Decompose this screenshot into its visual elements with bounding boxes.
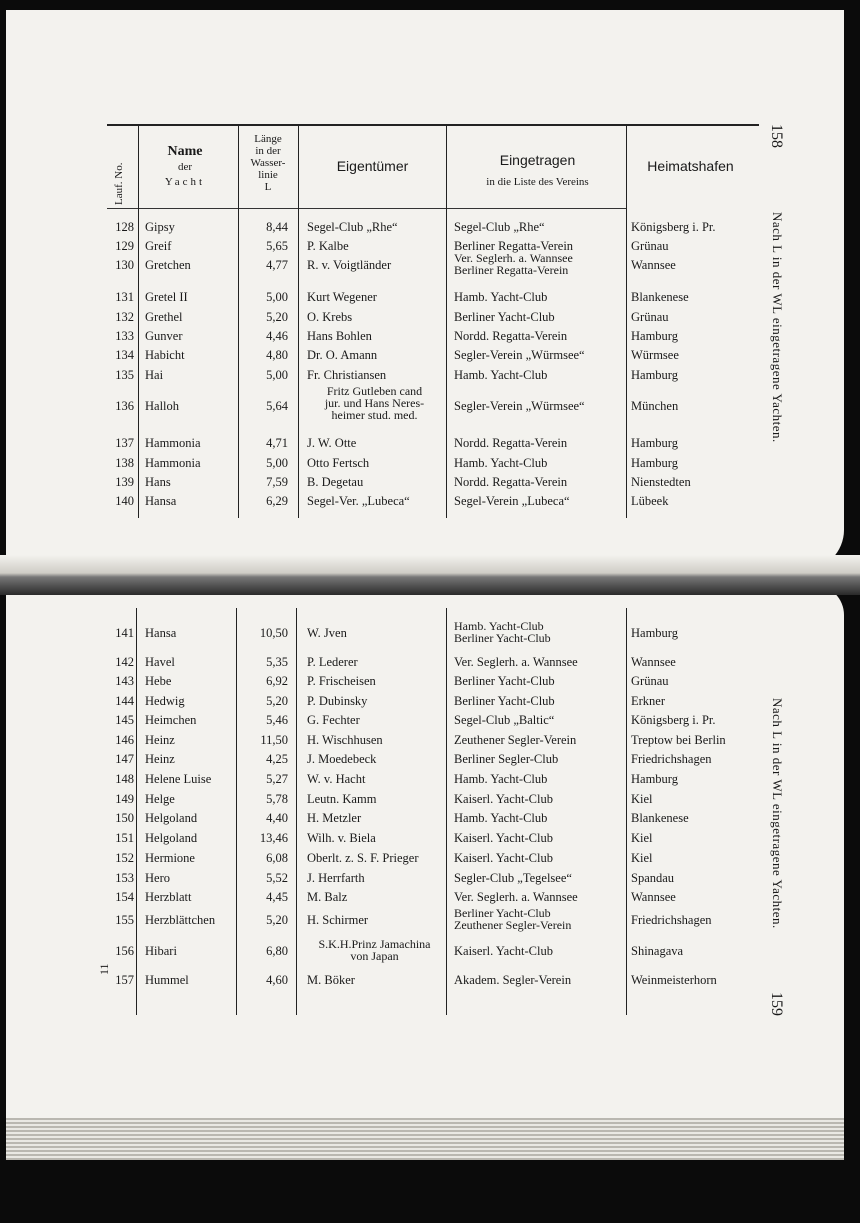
owner: Oberlt. z. S. F. Prieger	[307, 851, 419, 865]
waterline-length: 13,46	[259, 831, 288, 845]
table-row	[0, 694, 860, 714]
owner-line: jur. und Hans Neres-	[324, 396, 425, 410]
table-row	[0, 475, 860, 495]
registered-club: Nordd. Regatta-Verein	[454, 475, 568, 489]
row-number: 137	[115, 436, 134, 450]
owner: J. W. Otte	[307, 436, 357, 450]
yacht-name: Helge	[145, 792, 175, 806]
home-port: Kiel	[631, 792, 653, 806]
table-row	[0, 494, 860, 514]
registered-club: Hamb. Yacht-Club	[454, 772, 548, 786]
registered-club-line: Zeuthener Segler-Verein	[454, 918, 572, 932]
row-number: 142	[115, 655, 134, 669]
yacht-name: Hebe	[145, 674, 172, 688]
table-top-rule	[107, 124, 759, 126]
registered-club: Ver. Seglerh. a. Wannsee	[454, 655, 578, 669]
table-row	[0, 831, 860, 851]
table-row	[0, 792, 860, 812]
waterline-length: 4,80	[266, 348, 288, 362]
row-number: 144	[115, 694, 134, 708]
home-port: Treptow bei Berlin	[631, 733, 726, 747]
owner: H. Schirmer	[307, 913, 369, 927]
waterline-length: 5,20	[266, 310, 288, 324]
registered-club	[454, 907, 571, 931]
row-number: 128	[115, 220, 134, 234]
row-number: 138	[115, 456, 134, 470]
registered-club-line: Hamb. Yacht-Club	[454, 619, 544, 633]
waterline-length: 5,78	[266, 792, 288, 806]
yacht-name: Heinz	[145, 733, 175, 747]
waterline-length: 6,08	[266, 851, 288, 865]
yacht-name: Hummel	[145, 973, 189, 987]
table-row	[0, 456, 860, 476]
registered-club: Hamb. Yacht-Club	[454, 811, 548, 825]
owner: Dr. O. Amann	[307, 348, 378, 362]
yacht-name: Gretel II	[145, 290, 188, 304]
yacht-name: Habicht	[145, 348, 185, 362]
registered-club: Segel-Verein „Lubeca“	[454, 494, 570, 508]
table-row	[0, 619, 860, 646]
yacht-name: Hero	[145, 871, 170, 885]
table-row	[0, 220, 860, 240]
table-row	[0, 871, 860, 891]
registered-club-line: Berliner Regatta-Verein	[454, 263, 569, 277]
yacht-name: Grethel	[145, 310, 183, 324]
registered-club: Segel-Club „Baltic“	[454, 713, 555, 727]
home-port: Hamburg	[631, 329, 678, 343]
registered-club: Nordd. Regatta-Verein	[454, 436, 568, 450]
yacht-name: Herzblättchen	[145, 913, 216, 927]
waterline-length: 7,59	[266, 475, 288, 489]
row-number: 150	[115, 811, 134, 825]
yacht-name: Greif	[145, 239, 172, 253]
header-home-port: Heimatshafen	[647, 158, 734, 174]
registered-club: Kaiserl. Yacht-Club	[454, 944, 553, 958]
registered-club-line: Berliner Yacht-Club	[454, 906, 551, 920]
home-port: Grünau	[631, 674, 669, 688]
table-row	[0, 733, 860, 753]
owner-line: heimer stud. med.	[331, 408, 418, 422]
owner: B. Degetau	[307, 475, 364, 489]
home-port: Lübeek	[631, 494, 669, 508]
row-number: 134	[115, 348, 134, 362]
owner	[307, 938, 442, 962]
registered-club: Hamb. Yacht-Club	[454, 290, 548, 304]
registered-club: Ver. Seglerh. a. Wannsee	[454, 890, 578, 904]
registered-club: Akadem. Segler-Verein	[454, 973, 572, 987]
row-number: 133	[115, 329, 134, 343]
waterline-length: 4,40	[266, 811, 288, 825]
yacht-name: Hedwig	[145, 694, 185, 708]
waterline-length: 5,00	[266, 290, 288, 304]
waterline-length: 6,80	[266, 944, 288, 958]
yacht-name: Gretchen	[145, 258, 191, 272]
row-number: 148	[115, 772, 134, 786]
header-registered: Eingetragen in die Liste des Vereins	[486, 152, 589, 188]
yacht-name: Halloh	[145, 399, 180, 413]
home-port: Hamburg	[631, 772, 678, 786]
running-head-bottom: Nach L in der WL eingetragene Yachten.	[770, 698, 785, 929]
header-name: Name der Yacht	[164, 144, 206, 188]
home-port: Hamburg	[631, 456, 678, 470]
table-row	[0, 851, 860, 871]
owner-line: von Japan	[350, 949, 399, 963]
owner: M. Balz	[307, 890, 348, 904]
waterline-length: 5,20	[266, 694, 288, 708]
table-row	[0, 772, 860, 792]
yacht-name: Hammonia	[145, 436, 201, 450]
waterline-length: 8,44	[266, 220, 288, 234]
table-row	[0, 713, 860, 733]
row-number: 155	[115, 913, 134, 927]
home-port: Blankenese	[631, 811, 689, 825]
home-port: Hamburg	[631, 436, 678, 450]
waterline-length: 4,71	[266, 436, 288, 450]
owner: Segel-Club „Rhe“	[307, 220, 398, 234]
table-row	[0, 752, 860, 772]
waterline-length: 5,65	[266, 239, 288, 253]
yacht-name: Helgoland	[145, 811, 198, 825]
owner: Wilh. v. Biela	[307, 831, 376, 845]
registered-club: Kaiserl. Yacht-Club	[454, 831, 553, 845]
waterline-length: 6,29	[266, 494, 288, 508]
waterline-length: 4,25	[266, 752, 288, 766]
row-number: 131	[115, 290, 134, 304]
waterline-length: 4,77	[266, 258, 288, 272]
table-row	[0, 811, 860, 831]
owner: Kurt Wegener	[307, 290, 377, 304]
owner	[307, 385, 442, 421]
row-number: 152	[115, 851, 134, 865]
running-head-top: Nach L in der WL eingetragene Yachten.	[770, 212, 785, 443]
owner: G. Fechter	[307, 713, 360, 727]
row-number: 151	[115, 831, 134, 845]
owner: R. v. Voigtländer	[307, 258, 392, 272]
table-row	[0, 251, 860, 278]
owner: H. Wischhusen	[307, 733, 383, 747]
owner: M. Böker	[307, 973, 355, 987]
table-row	[0, 674, 860, 694]
home-port: Shinagava	[631, 944, 684, 958]
row-number: 132	[115, 310, 134, 324]
table-row	[0, 290, 860, 310]
page-number-159: 159	[768, 992, 785, 1016]
registered-club: Berliner Yacht-Club	[454, 694, 555, 708]
row-number: 143	[115, 674, 134, 688]
home-port: Kiel	[631, 851, 653, 865]
registered-club	[454, 252, 573, 276]
row-number: 153	[115, 871, 134, 885]
owner: P. Kalbe	[307, 239, 349, 253]
page-number-158: 158	[768, 124, 785, 148]
owner: W. Jven	[307, 626, 347, 640]
table-row	[0, 937, 860, 964]
owner: J. Moedebeck	[307, 752, 377, 766]
waterline-length: 6,92	[266, 674, 288, 688]
registered-club: Hamb. Yacht-Club	[454, 368, 548, 382]
yacht-name: Heimchen	[145, 713, 197, 727]
registered-club: Nordd. Regatta-Verein	[454, 329, 568, 343]
row-number: 130	[115, 258, 134, 272]
home-port: Weinmeisterhorn	[631, 973, 717, 987]
home-port: Wannsee	[631, 890, 676, 904]
home-port: München	[631, 399, 679, 413]
yacht-name: Gipsy	[145, 220, 175, 234]
owner: Segel-Ver. „Lubeca“	[307, 494, 410, 508]
yacht-name: Hibari	[145, 944, 177, 958]
waterline-length: 5,00	[266, 368, 288, 382]
owner: P. Dubinsky	[307, 694, 368, 708]
home-port: Wannsee	[631, 655, 676, 669]
home-port: Blankenese	[631, 290, 689, 304]
table-row	[0, 348, 860, 368]
yacht-name: Helgoland	[145, 831, 198, 845]
row-number: 129	[115, 239, 134, 253]
table-row	[0, 310, 860, 330]
row-number: 147	[115, 752, 134, 766]
registered-club: Segler-Verein „Würmsee“	[454, 348, 585, 362]
waterline-length: 5,35	[266, 655, 288, 669]
owner: H. Metzler	[307, 811, 362, 825]
table-row	[0, 890, 860, 910]
yacht-name: Hansa	[145, 494, 177, 508]
owner: W. v. Hacht	[307, 772, 366, 786]
home-port: Hamburg	[631, 368, 678, 382]
row-number: 135	[115, 368, 134, 382]
yacht-name: Hermione	[145, 851, 195, 865]
home-port: Würmsee	[631, 348, 679, 362]
table-row	[0, 655, 860, 675]
yacht-name: Hammonia	[145, 456, 201, 470]
home-port: Friedrichshagen	[631, 752, 712, 766]
table-row	[0, 906, 860, 933]
registered-club: Berliner Regatta-Verein	[454, 239, 574, 253]
row-number: 139	[115, 475, 134, 489]
row-number: 149	[115, 792, 134, 806]
registered-club: Berliner Yacht-Club	[454, 674, 555, 688]
row-number: 157	[115, 973, 134, 987]
book-spine	[0, 555, 860, 595]
owner: Hans Bohlen	[307, 329, 372, 343]
table-row	[0, 329, 860, 349]
registered-club: Segel-Club „Rhe“	[454, 220, 545, 234]
owner: J. Herrfarth	[307, 871, 365, 885]
waterline-length: 4,60	[266, 973, 288, 987]
yacht-name: Gunver	[145, 329, 183, 343]
row-number: 136	[115, 399, 134, 413]
registered-club: Hamb. Yacht-Club	[454, 456, 548, 470]
owner: Otto Fertsch	[307, 456, 370, 470]
home-port: Wannsee	[631, 258, 676, 272]
waterline-length: 4,45	[266, 890, 288, 904]
home-port: Königsberg i. Pr.	[631, 713, 716, 727]
yacht-name: Hans	[145, 475, 171, 489]
row-number: 140	[115, 494, 134, 508]
registered-club: Kaiserl. Yacht-Club	[454, 851, 553, 865]
waterline-length: 5,46	[266, 713, 288, 727]
header-lauf-no: Lauf. No.	[113, 162, 125, 205]
waterline-length: 11,50	[260, 733, 288, 747]
registered-club: Berliner Yacht-Club	[454, 310, 555, 324]
yacht-name: Hansa	[145, 626, 177, 640]
owner: O. Krebs	[307, 310, 353, 324]
table-row	[0, 973, 860, 993]
row-number: 145	[115, 713, 134, 727]
yacht-name: Hai	[145, 368, 164, 382]
registered-club: Segler-Verein „Würmsee“	[454, 399, 585, 413]
owner: P. Frischeisen	[307, 674, 376, 688]
row-number: 146	[115, 733, 134, 747]
waterline-length: 5,20	[266, 913, 288, 927]
home-port: Friedrichshagen	[631, 913, 712, 927]
table-row	[0, 436, 860, 456]
row-number: 141	[115, 626, 134, 640]
waterline-length: 5,64	[266, 399, 288, 413]
yacht-name: Helene Luise	[145, 772, 212, 786]
waterline-length: 10,50	[259, 626, 288, 640]
header-bottom-rule	[107, 208, 627, 209]
header-owner: Eigentümer	[336, 158, 409, 174]
waterline-length: 5,27	[266, 772, 288, 786]
registered-club: Segler-Club „Tegelsee“	[454, 871, 572, 885]
registered-club: Berliner Segler-Club	[454, 752, 559, 766]
home-port: Hamburg	[631, 626, 678, 640]
registered-club: Kaiserl. Yacht-Club	[454, 792, 553, 806]
registered-club	[454, 620, 551, 644]
page-edges	[6, 1118, 844, 1160]
home-port: Erkner	[631, 694, 666, 708]
header-length: Länge in der Wasser- linie L	[250, 133, 286, 193]
registered-club-line: Berliner Yacht-Club	[454, 631, 551, 645]
home-port: Kiel	[631, 831, 653, 845]
home-port: Grünau	[631, 310, 669, 324]
owner: P. Lederer	[307, 655, 358, 669]
registered-club: Zeuthener Segler-Verein	[454, 733, 577, 747]
registered-club-line: Ver. Seglerh. a. Wannsee	[454, 251, 573, 265]
owner-line: Fritz Gutleben cand	[326, 384, 423, 398]
waterline-length: 4,46	[266, 329, 288, 343]
yacht-name: Heinz	[145, 752, 175, 766]
home-port: Nienstedten	[631, 475, 691, 489]
row-number: 154	[115, 890, 134, 904]
waterline-length: 5,52	[266, 871, 288, 885]
home-port: Königsberg i. Pr.	[631, 220, 716, 234]
yacht-name: Havel	[145, 655, 175, 669]
row-number: 156	[115, 944, 134, 958]
waterline-length: 5,00	[266, 456, 288, 470]
yacht-name: Herzblatt	[145, 890, 192, 904]
table-row	[0, 384, 860, 422]
home-port: Spandau	[631, 871, 675, 885]
owner: Leutn. Kamm	[307, 792, 377, 806]
signature-mark: 11	[97, 963, 111, 975]
owner-line: S.K.H.Prinz Jamachina	[318, 937, 431, 951]
table-row	[0, 239, 860, 259]
owner: Fr. Christiansen	[307, 368, 387, 382]
home-port: Grünau	[631, 239, 669, 253]
